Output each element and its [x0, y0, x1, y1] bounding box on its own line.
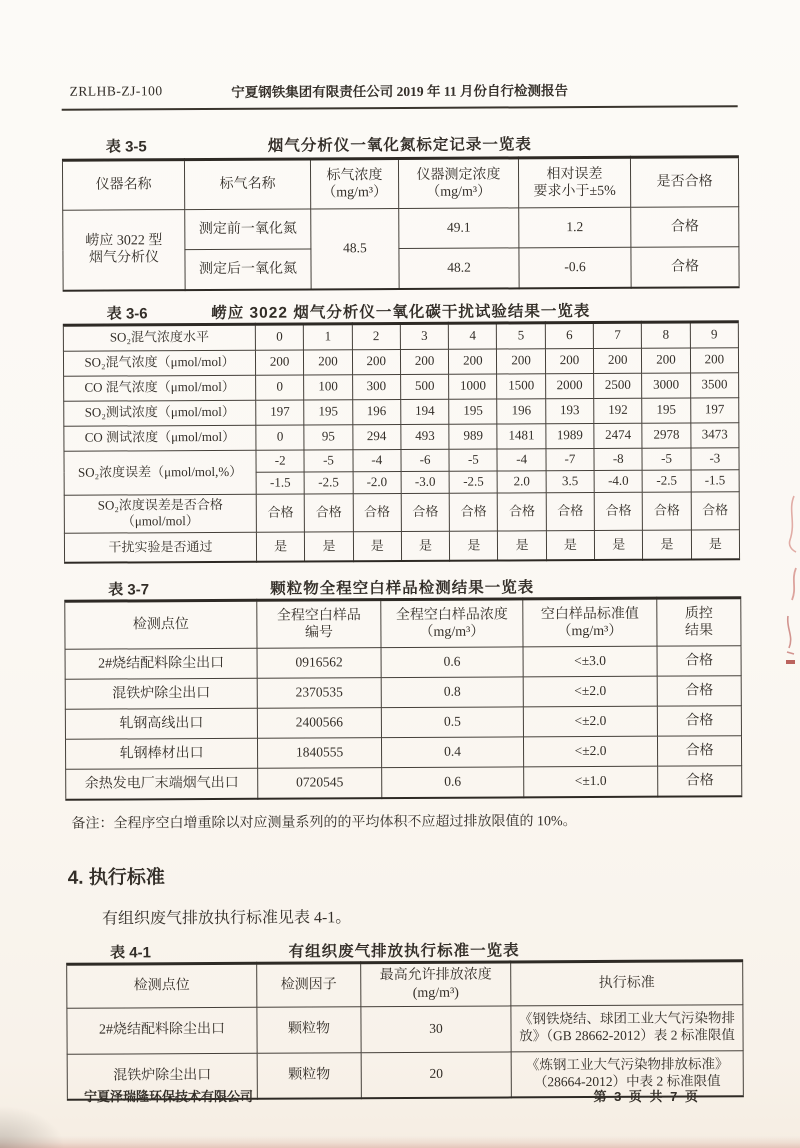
cell: 《炼钢工业大气污染物排放标准》（28664-2012）中表 2 标准限值 [511, 1050, 743, 1097]
cell: -2.0 [353, 471, 401, 493]
cell: 混铁炉除尘出口 [67, 1053, 257, 1100]
cell: 200 [400, 349, 448, 374]
cell: 294 [352, 424, 400, 449]
cell: 200 [449, 349, 497, 374]
cell: 3500 [690, 372, 738, 397]
red-pen-edge-marks [774, 488, 800, 678]
row-label: SO₂浓度误差是否合格 （μmol/mol） [64, 494, 256, 533]
table37-number: 表 3-7 [108, 581, 150, 599]
cell: 200 [545, 348, 593, 373]
cell: 5 [497, 322, 545, 348]
cell: -5 [304, 449, 352, 471]
cell: <±3.0 [523, 646, 657, 677]
cell: 测定前一氧化氮 [185, 209, 311, 250]
table-row [64, 397, 739, 426]
cell: 合格 [498, 492, 546, 530]
cell: 1840555 [257, 738, 381, 769]
header-cell: 仪器名称 [62, 160, 184, 211]
cell: 合格 [631, 247, 739, 288]
cell: 0.6 [381, 647, 523, 678]
cell: 是 [305, 531, 353, 561]
cell: 是 [450, 530, 498, 560]
cell: 493 [401, 424, 449, 449]
header-cell: 检测点位 [65, 600, 257, 649]
cell: -2 [256, 450, 304, 472]
cell: 200 [304, 349, 352, 374]
row-label: 干扰实验是否通过 [64, 532, 256, 563]
cell: 合格 [631, 207, 739, 248]
cell: 是 [546, 530, 594, 560]
table36-caption [63, 298, 739, 324]
cell: 3.5 [546, 470, 594, 492]
cell: 3473 [691, 422, 739, 447]
cell: 是 [691, 529, 739, 559]
cell: -6 [401, 449, 449, 471]
blank-sample-table [64, 596, 742, 800]
cell: 192 [594, 398, 642, 423]
cell: 合格 [643, 491, 691, 529]
cell: 1000 [449, 373, 497, 398]
cell: 测定后一氧化氮 [185, 249, 311, 290]
cell: -5 [642, 447, 690, 469]
cell: -5 [449, 448, 497, 470]
cell: 2.0 [498, 470, 546, 492]
cell: 200 [352, 349, 400, 374]
cell: 0.4 [381, 737, 523, 768]
row-label: CO 混气浓度（μmol/mol） [64, 375, 256, 401]
row-label: SO₂浓度误差（μmol/mol,%） [64, 450, 256, 495]
header-cell: 检测因子 [257, 962, 361, 1007]
cell: 20 [361, 1051, 511, 1098]
cell: 200 [594, 348, 642, 373]
header-cell: 仪器测定浓度 （mg/m³） [398, 158, 518, 209]
table-row [64, 372, 739, 401]
table-header-row [63, 321, 738, 351]
cell: 0916562 [257, 648, 381, 679]
cell: -2.5 [449, 470, 497, 492]
cell: 2474 [594, 423, 642, 448]
cell: 2500 [594, 373, 642, 398]
cell: 1989 [546, 423, 594, 448]
cell: 8 [642, 321, 690, 347]
footer-company: 宁夏泽瑞隆环保技术有限公司 [84, 1089, 254, 1104]
table-row [63, 347, 738, 376]
cell: 合格 [657, 676, 741, 706]
header-cell: 空白样品标准值 （mg/m³） [523, 598, 657, 647]
cell: 合格 [594, 492, 642, 530]
cell: <±2.0 [523, 676, 657, 707]
header-cell: 最高允许排放浓度(mg/m³) [361, 961, 511, 1006]
cell: 500 [400, 374, 448, 399]
cell: 颗粒物 [257, 1052, 361, 1099]
cell: -7 [546, 448, 594, 470]
table35-number: 表 3-5 [105, 138, 147, 156]
cell: 是 [256, 532, 304, 562]
cell: 《钢铁烧结、球团工业大气污染物排放》（GB 28662-2012）表 2 标准限值 [511, 1004, 743, 1051]
cell: 195 [642, 397, 690, 422]
cell: -1.5 [691, 469, 739, 491]
cell: 2400566 [257, 708, 381, 739]
cell: 300 [352, 374, 400, 399]
cell: 200 [642, 347, 690, 372]
cell: 是 [643, 529, 691, 559]
cell: -1.5 [256, 472, 304, 494]
cell: 合格 [657, 736, 741, 766]
cell: 6 [545, 322, 593, 348]
cell: 2#烧结配料除尘出口 [65, 648, 257, 679]
cell: 30 [361, 1005, 511, 1052]
header-cell: 标气浓度 （mg/m³） [310, 159, 398, 209]
cell: 合格 [305, 493, 353, 531]
cell: 2370535 [257, 678, 381, 709]
cell: 0.5 [381, 707, 523, 738]
sheet-content [61, 0, 743, 1101]
header-cell: 是否合格 [630, 157, 738, 208]
document-code: ZRLHB-ZJ-100 [69, 83, 163, 99]
cell: 0.8 [381, 677, 523, 708]
table37-title: 颗粒物全程空白样品检测结果一览表 [270, 579, 535, 598]
cell: 193 [545, 398, 593, 423]
row-label: SO₂测试浓度（μmol/mol） [64, 400, 256, 426]
cell: -8 [594, 448, 642, 470]
page-footer [64, 1086, 740, 1105]
cell: 195 [449, 398, 497, 423]
cell: 0 [255, 324, 303, 350]
cell: 余热发电厂末端烟气出口 [66, 768, 258, 799]
table-header-row [67, 960, 743, 1008]
header-cell: 全程空白样品 编号 [257, 600, 381, 649]
cell: 196 [497, 398, 545, 423]
table41-caption [66, 937, 742, 963]
co-interference-table [63, 320, 740, 564]
cell: 4 [449, 323, 497, 349]
header-cell: 全程空白样品浓度 （mg/m³） [381, 599, 523, 648]
table-row [63, 207, 739, 251]
cell: 1500 [497, 373, 545, 398]
header-cell: 相对误差 要求小于±5% [518, 157, 630, 208]
row-label: CO 测试浓度（μmol/mol） [64, 425, 256, 451]
table36-title: 崂应 3022 烟气分析仪一氧化碳干扰试验结果一览表 [211, 302, 591, 322]
cell: 196 [352, 399, 400, 424]
table-row [64, 422, 739, 451]
cell: 2000 [545, 373, 593, 398]
cell: 3000 [642, 372, 690, 397]
cell: -4 [353, 449, 401, 471]
cell: -0.6 [519, 247, 631, 288]
cell: -3 [691, 447, 739, 469]
cell: 是 [498, 530, 546, 560]
cell: 混铁炉除尘出口 [65, 678, 257, 709]
cell: 合格 [401, 493, 449, 531]
cell: 100 [304, 374, 352, 399]
cell: 48.2 [399, 248, 519, 289]
cell: 1.2 [519, 207, 631, 248]
cell: 2#烧结配料除尘出口 [67, 1007, 257, 1054]
cell: 197 [256, 400, 304, 425]
table-row [65, 676, 741, 710]
cell: 合格 [657, 706, 741, 736]
table35-title: 烟气分析仪一氧化氮标定记录一览表 [267, 136, 532, 155]
cell: <±1.0 [524, 766, 658, 797]
table35-caption [62, 131, 738, 157]
table-row [65, 706, 741, 740]
no-calibration-table [62, 155, 740, 291]
table-row [65, 736, 741, 770]
cell: 合格 [691, 491, 740, 529]
cell: 200 [255, 350, 303, 375]
cell: 轧钢棒材出口 [65, 738, 257, 769]
cell: 是 [594, 530, 642, 560]
cell: -4.0 [594, 470, 642, 492]
footer-page-number: 第 3 页 共 7 页 [593, 1089, 700, 1104]
table36-number: 表 3-6 [106, 304, 148, 323]
cell: 95 [304, 424, 352, 449]
cell: <±2.0 [523, 706, 657, 737]
cell: -3.0 [401, 471, 449, 493]
cell: 1481 [497, 423, 545, 448]
cell: 合格 [449, 492, 497, 530]
cell: 200 [497, 348, 545, 373]
emission-standard-table [66, 959, 744, 1101]
header-cell: 标气名称 [184, 159, 310, 210]
table-row [64, 491, 739, 533]
std-gas-value-cell: 48.5 [311, 209, 399, 289]
cell: 0.6 [382, 767, 524, 798]
table-row [66, 766, 742, 800]
scan-corner-smudge [0, 1102, 70, 1148]
cell: 2978 [642, 422, 690, 447]
report-title: 宁夏钢铁集团有限责任公司 2019 年 11 月份自行检测报告 [231, 83, 569, 100]
table-header-row [62, 157, 738, 211]
note-text: 备注：全程序空白增重除以对应测量系列的的平均体积不应超过排放限值的 10%。 [71, 813, 577, 832]
cell: 合格 [353, 493, 401, 531]
header-cell: 执行标准 [511, 960, 743, 1005]
cell: 轧钢高线出口 [65, 708, 257, 739]
cell: 9 [690, 321, 738, 347]
cell: 合格 [658, 766, 742, 796]
table37-caption [64, 574, 740, 600]
cell: 3 [400, 323, 448, 349]
cell: 197 [690, 397, 738, 422]
cell: 195 [304, 399, 352, 424]
row-label: SO₂混气浓度水平 [63, 324, 255, 351]
section4-paragraph: 有组织废气排放执行标准见表 4-1。 [101, 908, 352, 928]
cell: -2.5 [642, 469, 690, 491]
cell: 是 [353, 531, 401, 561]
cell: 0 [256, 425, 304, 450]
cell: 2 [352, 323, 400, 349]
table41-title: 有组织废气排放执行标准一览表 [288, 941, 520, 961]
header-cell: 质控 结果 [657, 598, 741, 646]
cell: <±2.0 [523, 736, 657, 767]
table41-number: 表 4-1 [110, 943, 152, 962]
scan-bottom-edge [0, 1136, 800, 1148]
cell: 1 [304, 323, 352, 349]
table-row [67, 1004, 743, 1054]
cell: -4 [497, 448, 545, 470]
cell: 合格 [256, 494, 304, 532]
cell: 194 [401, 399, 449, 424]
row-label: SO₂混气浓度（μmol/mol） [63, 350, 255, 376]
cell: 200 [690, 347, 738, 372]
table-row [64, 529, 739, 563]
table-header-row [65, 598, 741, 650]
cell: -2.5 [304, 471, 352, 493]
page-header [62, 78, 738, 111]
cell: 颗粒物 [257, 1006, 361, 1053]
table-row [65, 646, 741, 680]
cell: 7 [593, 322, 641, 348]
cell: 是 [401, 531, 449, 561]
cell: 合格 [546, 492, 594, 530]
header-cell: 检测点位 [67, 963, 257, 1008]
instrument-cell: 崂应 3022 型 烟气分析仪 [63, 210, 185, 291]
section4-heading: 4. 执行标准 [67, 866, 165, 889]
cell: 合格 [657, 646, 741, 676]
cell: 0 [256, 375, 304, 400]
cell: 0720545 [258, 768, 382, 799]
cell: 49.1 [399, 208, 519, 249]
cell: 989 [449, 423, 497, 448]
